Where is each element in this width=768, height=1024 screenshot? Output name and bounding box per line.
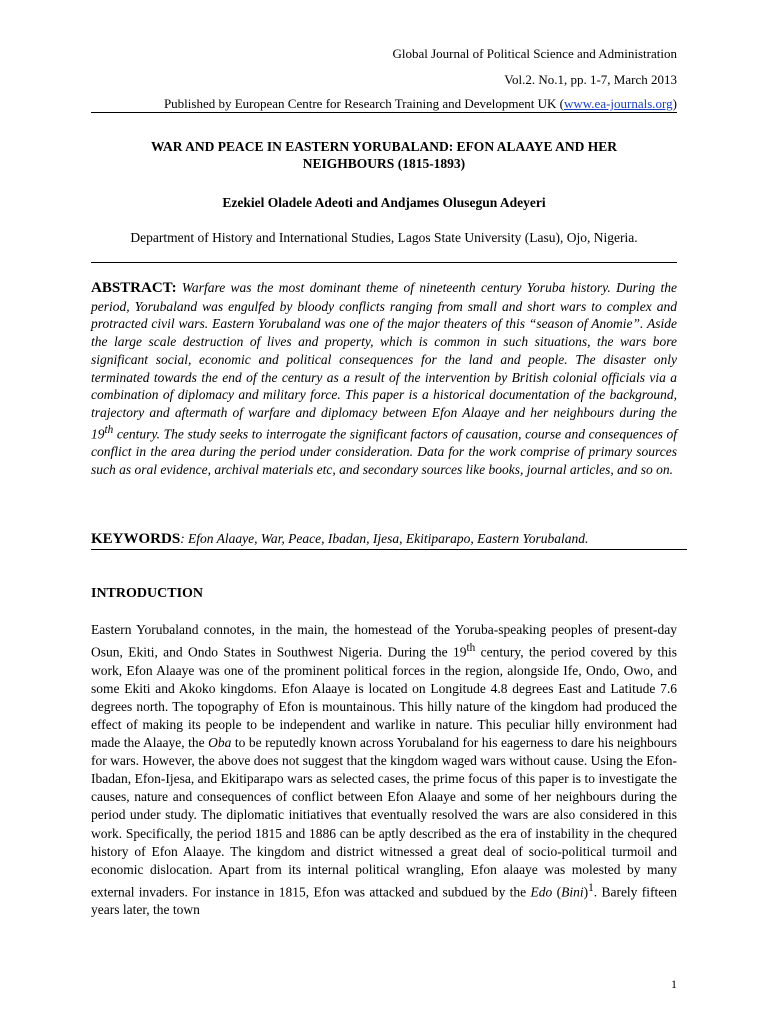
intro-text-6: . Barely fifteen years later, the town	[91, 884, 677, 918]
keywords-label: KEYWORDS	[91, 531, 181, 547]
intro-text-2: century, the period covered by this work, Efon Alaaye was one of the prominent political forces in the region, alongside Ife, Ondo, Owo, and some Ekiti and Akoko kingdoms. Efon Alaaye is located on Longitude 4.8 degrees East and Latitude 7.6 degrees north. The topography of Efon is mountainous. This hilly nature of the kingdom had produced the effect of making its people to be independent and warlike in nature. This peculiar hilly environment had made the Alaaye, the	[91, 644, 677, 751]
header-divider	[91, 112, 677, 113]
title-line-2: NEIGHBOURS (1815-1893)	[302, 156, 466, 171]
keywords-text: : Efon Alaaye, War, Peace, Ibadan, Ijesa, Ekitiparapo, Eastern Yorubaland.	[180, 531, 589, 546]
keywords	[91, 530, 677, 548]
publisher-link[interactable]: www.ea-journals.org	[563, 96, 673, 111]
abstract-sup: th	[104, 423, 114, 436]
abstract-label: ABSTRACT:	[91, 280, 177, 296]
journal-name: Global Journal of Political Science and Administration	[392, 46, 677, 61]
abstract-text-b: century. The study seeks to interrogate the significant factors of causation, course and consequences of conflict in the area during the period under consideration. Data for the work comprise of primary sources such as oral evidence, archival materials etc, and secondary sources like books, journal articles, and so on.	[91, 426, 677, 477]
abstract	[91, 279, 677, 478]
intro-text-5: )	[583, 884, 589, 900]
intro-text-4: (	[552, 884, 562, 900]
affiliation: Department of History and International Studies, Lagos State University (Lasu), Ojo, Nigeria.	[130, 230, 638, 245]
title-line-1: WAR AND PEACE IN EASTERN YORUBALAND: EFON ALAAYE AND HER	[151, 139, 617, 154]
intro-sup: th	[466, 642, 476, 655]
intro-text-1: Eastern Yorubaland connotes, in the main, the homestead of the Yoruba-speaking peoples of present-day Osun, Ekiti, and Ondo States in Southwest Nigeria. During the 19	[91, 622, 677, 660]
introduction-heading: INTRODUCTION	[91, 586, 204, 601]
journal-volume: Vol.2. No.1, pp. 1-7, March 2013	[504, 72, 677, 87]
keywords-divider	[91, 549, 687, 550]
abstract-text-a: Warfare was the most dominant theme of nineteenth century Yoruba history. During the period, Yorubaland was engulfed by bloody conflicts ranging from small and short wars to complex and protracted civil wars. Eastern Yorubaland was one of the major theaters of this “season of Anomie”. Aside the large scale destruction of lives and property, which is common in such situations, the wars bore significant social, economic and political consequences for the land and people. The disaster only terminated towards the end of the century as a result of the intervention by British colonial officials via a combination of diplomacy and military force. This paper is a historical documentation of the background, trajectory and aftermath of warfare and diplomacy between Efon Alaaye and her neighbours during the 19	[91, 280, 677, 442]
page-number: 1	[671, 977, 677, 991]
publisher-prefix: Published by European Centre for Research Training and Development UK (	[163, 96, 564, 111]
intro-edo: Edo	[530, 884, 553, 900]
paper-title	[91, 138, 677, 172]
intro-oba: Oba	[208, 735, 232, 751]
authors: Ezekiel Oladele Adeoti and Andjames Olusegun Adeyeri	[222, 195, 546, 210]
affiliation-divider	[91, 262, 677, 263]
introduction-paragraph	[91, 621, 677, 920]
publisher-line	[164, 96, 677, 112]
publisher-suffix: )	[672, 96, 677, 111]
intro-bini: Bini	[561, 884, 584, 900]
intro-text-3: to be reputedly known across Yorubaland for his eagerness to dare his neighbours for wars. However, the above does not suggest that the kingdom waged wars without cause. Using the Efon-Ibadan, Efon-Ijesa, and Ekitiparapo wars as selected cases, the prime focus of this paper is to investigate the causes, nature and consequences of conflict between Efon Alaaye and some of her neighbours during the period under study. The diplomatic initiatives that eventually resolved the wars are also considered in this work. Specifically, the period 1815 and 1886 can be aptly described as the era of instability in the chequred history of Efon Alaaye. The kingdom and district witnessed a great deal of socio-political turmoil and economic dislocation. Apart from its internal political wrangling, Efon alaaye was molested by many external invaders. For instance in 1815, Efon was attacked and subdued by the	[91, 735, 677, 900]
footnote-ref[interactable]: 1	[588, 881, 594, 894]
